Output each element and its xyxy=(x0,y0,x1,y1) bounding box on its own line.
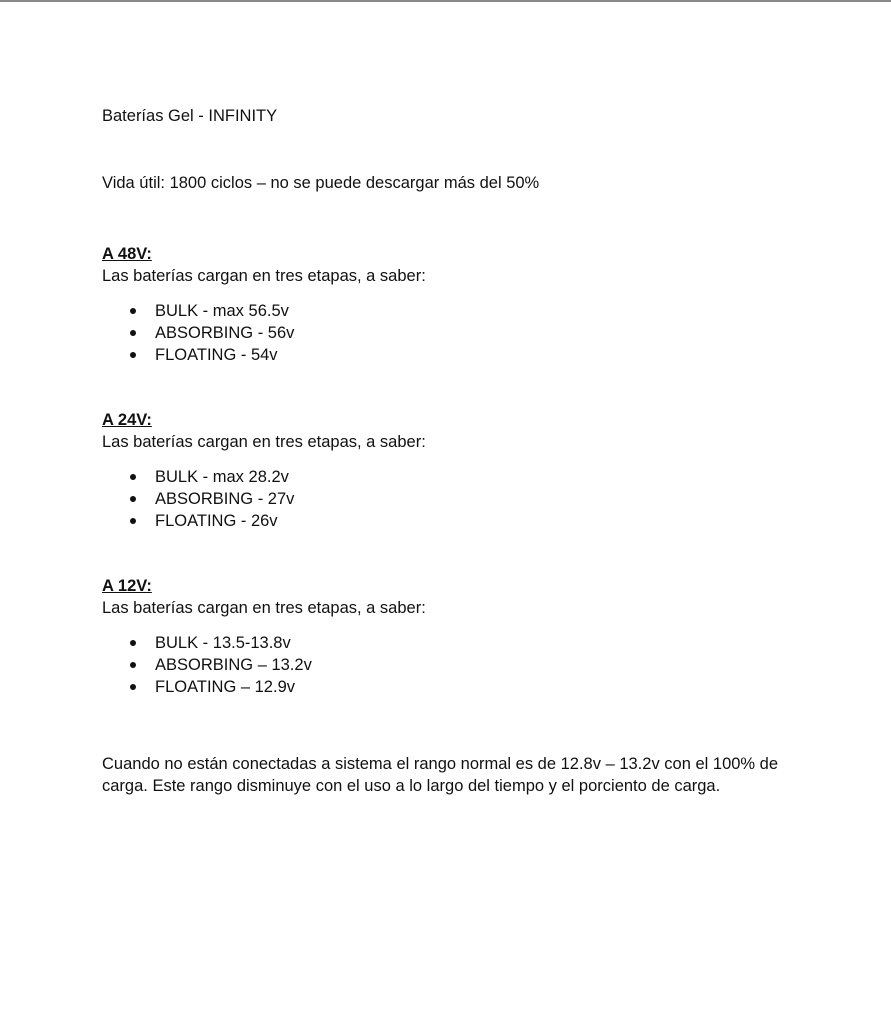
stage-list xyxy=(102,466,802,532)
list-item: BULK - max 28.2v xyxy=(102,466,802,488)
document-page xyxy=(102,105,802,797)
section-48v xyxy=(102,243,802,366)
list-item: ABSORBING - 27v xyxy=(102,488,802,510)
section-heading: A 24V: xyxy=(102,411,152,429)
list-item: ABSORBING - 56v xyxy=(102,322,802,344)
section-heading: A 12V: xyxy=(102,577,152,595)
list-item: BULK - max 56.5v xyxy=(102,300,802,322)
section-intro: Las baterías cargan en tres etapas, a saber: xyxy=(102,599,426,617)
section-intro: Las baterías cargan en tres etapas, a saber: xyxy=(102,433,426,451)
section-heading: A 48V: xyxy=(102,245,152,263)
section-intro: Las baterías cargan en tres etapas, a saber: xyxy=(102,267,426,285)
stage-list xyxy=(102,632,802,698)
list-item: FLOATING – 12.9v xyxy=(102,676,802,698)
voltage-range-note: Cuando no están conectadas a sistema el rango normal es de 12.8v – 13.2v con el 100% de carga. Este rango disminuye con el uso a lo largo del tiempo y el porciento de carga. xyxy=(102,755,779,795)
stage-list xyxy=(102,300,802,366)
list-item: FLOATING - 54v xyxy=(102,344,802,366)
battery-life-text: Vida útil: 1800 ciclos – no se puede descargar más del 50% xyxy=(102,174,540,192)
document-title: Baterías Gel - INFINITY xyxy=(102,107,278,125)
list-item: BULK - 13.5-13.8v xyxy=(102,632,802,654)
section-12v xyxy=(102,575,802,698)
list-item: FLOATING - 26v xyxy=(102,510,802,532)
page-top-border xyxy=(0,0,891,2)
list-item: ABSORBING – 13.2v xyxy=(102,654,802,676)
section-24v xyxy=(102,409,802,532)
